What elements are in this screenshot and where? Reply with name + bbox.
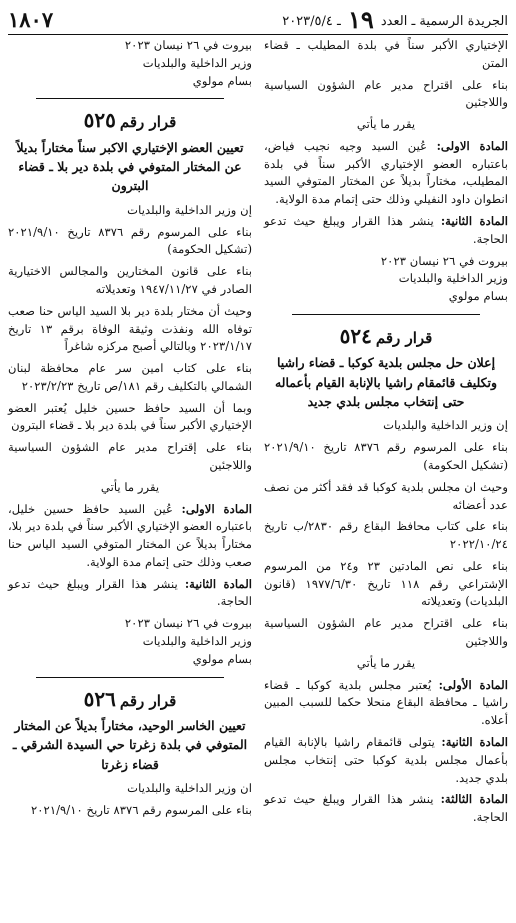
- signature-name: بسام مولوي: [192, 73, 252, 88]
- divider: [36, 677, 224, 678]
- decree-number-value: ٥٢٤: [339, 323, 372, 348]
- signature-title: وزير الداخلية والبلديات: [398, 271, 508, 286]
- article: [264, 677, 508, 730]
- article-label: المادة الثانية:: [184, 576, 252, 591]
- signature-date: بيروت في ٢٦ نيسان ٢٠٢٣: [124, 38, 252, 52]
- decides-heading: يقرر ما يأتي: [356, 655, 416, 670]
- preamble-paragraph: وحيث أن مختار بلدة دير بلا السيد الياس حنا صعب توفاه الله ونفذت وثيقة الوفاة برقم ١٣ تاريخ ٢٠٢٣/١/١٧ وبالتالي أصبح مركزه شاغراً: [8, 303, 252, 354]
- preamble-paragraph: بناء على كتاب امين سر عام محافظة لبنان الشمالي بالتكليف رقم ١٨١/ص تاريخ ٢٠٢٣/٢/٢٣: [8, 361, 252, 393]
- article-text: ينشر هذا القرار ويبلغ حيث تدعو الحاجة.: [264, 792, 508, 825]
- article: [264, 791, 508, 827]
- preamble-paragraph: بناء على المرسوم رقم ٨٣٧٦ تاريخ ٢٠٢١/٩/١٠ (تشكيل الحكومة): [264, 440, 509, 473]
- decree-label: قرار رقم: [119, 113, 177, 132]
- article-label: المادة الثانية:: [441, 734, 509, 749]
- decides-heading: يقرر ما يأتي: [100, 479, 160, 494]
- article-text: يتولى قائمقام راشيا بالإنابة القيام بأعمال مجلس بلدية كوكبا حتى إنتخاب مجلس بلدي جديد.: [264, 734, 508, 785]
- decree-number: [264, 321, 508, 351]
- article-label: المادة الاولى:: [181, 501, 252, 516]
- left-column: [8, 37, 252, 831]
- divider: [36, 98, 224, 99]
- decree-number: [8, 105, 252, 135]
- signature-block: [8, 615, 252, 668]
- minister-line: إن وزير الداخلية والبلديات: [383, 418, 508, 433]
- article: [264, 213, 508, 249]
- right-column: [264, 37, 508, 831]
- signature-title: وزير الداخلية والبلديات: [142, 55, 252, 70]
- gazette-title: [282, 5, 508, 34]
- article-text: ينشر هذا القرار ويبلغ حيث تدعو الحاجة.: [8, 576, 252, 609]
- article-text: عُين السيد حافظ حسين خليل، باعتباره العضو الإختياري الأكبر سناً في بلدة دير بلا، مختاراً بديلاً عن المختار المتوفي السيد الياس حنا صعب وذلك حتى إتمام مدة الولاية.: [8, 501, 252, 569]
- decree-title: إعلان حل مجلس بلدية كوكبا ـ قضاء راشيا وتكليف قائمقام راشيا بالإنابة القيام بأعماله حتى إنتخاب مجلس بلدي جديد: [274, 355, 498, 410]
- continued-text: بناء على اقتراح مدير عام الشؤون السياسية واللاجئين: [264, 77, 508, 110]
- signature-block: [264, 253, 508, 306]
- article-text: ينشر هذا القرار ويبلغ حيث تدعو الحاجة.: [264, 214, 508, 246]
- preamble-paragraph: وبما أن السيد حافظ حسين خليل يُعتبر العضو الإختياري الأكبر سناً في بلدة دير بلا ـ قضاء البترون: [8, 400, 252, 433]
- issue-date: ـ ٢٠٢٣/٥/٤: [282, 13, 341, 29]
- signature-date: بيروت في ٢٦ نيسان ٢٠٢٣: [380, 253, 508, 268]
- signature-name: بسام مولوي: [192, 651, 252, 666]
- page-header: [8, 4, 508, 35]
- decides-heading: يقرر ما يأتي: [356, 117, 416, 132]
- signature-date: بيروت في ٢٦ نيسان ٢٠٢٣: [124, 616, 252, 631]
- preamble-paragraph: بناء على إقتراح مدير عام الشؤون السياسية واللاجئين: [8, 440, 252, 473]
- article: [8, 501, 252, 572]
- issue-number: ١٩: [347, 4, 374, 34]
- preamble-paragraph: بناء على قانون المختارين والمجالس الاختيارية الصادر في ١٩٤٧/١١/٢٧ وتعديلاته: [8, 264, 252, 296]
- preamble-paragraph: بناء على اقتراح مدير عام الشؤون السياسية واللاجئين: [264, 616, 508, 649]
- preamble-paragraph: بناء على المرسوم رقم ٨٣٧٦ تاريخ ٢٠٢١/٩/١٠ (تشكيل الحكومة): [8, 224, 253, 257]
- preamble-paragraph: وحيث ان مجلس بلدية كوكبا قد فقد أكثر من نصف عدد أعضائه: [264, 479, 508, 512]
- signature-title: وزير الداخلية والبلديات: [142, 634, 252, 649]
- page-number: ١٨٠٧: [8, 6, 54, 32]
- decree-number-value: ٥٢٦: [83, 686, 116, 711]
- article: [264, 138, 508, 209]
- decree-label: قرار رقم: [375, 328, 433, 347]
- decree-title: تعيين العضو الإختياري الاكبر سناً مختاراً بديلاً عن المختار المتوفي في بلدة دير بلا ـ قضاء البترون: [16, 139, 244, 194]
- minister-line: ان وزير الداخلية والبلديات: [127, 781, 252, 796]
- signature-name: بسام مولوي: [448, 289, 508, 304]
- article: [8, 576, 252, 612]
- preamble-paragraph: بناء على نص المادتين ٢٣ و٢٤ من المرسوم الإشتراعي رقم ١١٨ تاريخ ١٩٧٧/٦/٣٠ (قانون البلديات) وتعديلاته: [264, 558, 508, 609]
- decree-number: [8, 684, 252, 714]
- article: [264, 734, 508, 787]
- preamble-paragraph: بناء على كتاب محافظ البقاع رقم ٢٨٣٠/ب تاريخ ٢٠٢٢/١٠/٢٤: [264, 519, 508, 552]
- minister-line: إن وزير الداخلية والبلديات: [127, 202, 252, 217]
- article-label: المادة الأولى:: [438, 677, 508, 692]
- decree-title: تعيين الخاسر الوحيد، مختاراً بديلاً عن المختار المتوفي في بلدة زغرتا حي السيدة الشرقي ـ قضاء زغرتا: [12, 718, 248, 772]
- decree-number-value: ٥٢٥: [83, 108, 116, 133]
- divider: [292, 314, 480, 315]
- columns: [8, 37, 508, 831]
- gazette-name: الجريدة الرسمية ـ العدد: [380, 13, 508, 29]
- decree-label: قرار رقم: [119, 691, 177, 710]
- article-text: عُين السيد وجيه نجيب فياض، باعتباره العضو الإختياري الأكبر سناً في بلدة المطيلب، مختاراً بديلاً عن المختار المتوفي السيد انطوان داود النفيلي وذلك حتى إتمام مدة الولاية.: [264, 138, 508, 207]
- article-label: المادة الاولى:: [436, 138, 509, 153]
- article-label: المادة الثالثة:: [440, 792, 508, 807]
- continued-text: الإختياري الأكبر سناً في بلدة المطيلب ـ قضاء المتن: [264, 38, 508, 70]
- signature-block: [8, 37, 252, 90]
- article-text: يُعتبر مجلس بلدية كوكبا ـ قضاء راشيا ـ محافظة البقاع منحلا حكما للسبب المبين أعلاه.: [264, 677, 508, 728]
- preamble-paragraph: بناء على المرسوم رقم ٨٣٧٦ تاريخ ٢٠٢١/٩/١٠: [30, 802, 252, 817]
- article-label: المادة الثانية:: [440, 214, 508, 229]
